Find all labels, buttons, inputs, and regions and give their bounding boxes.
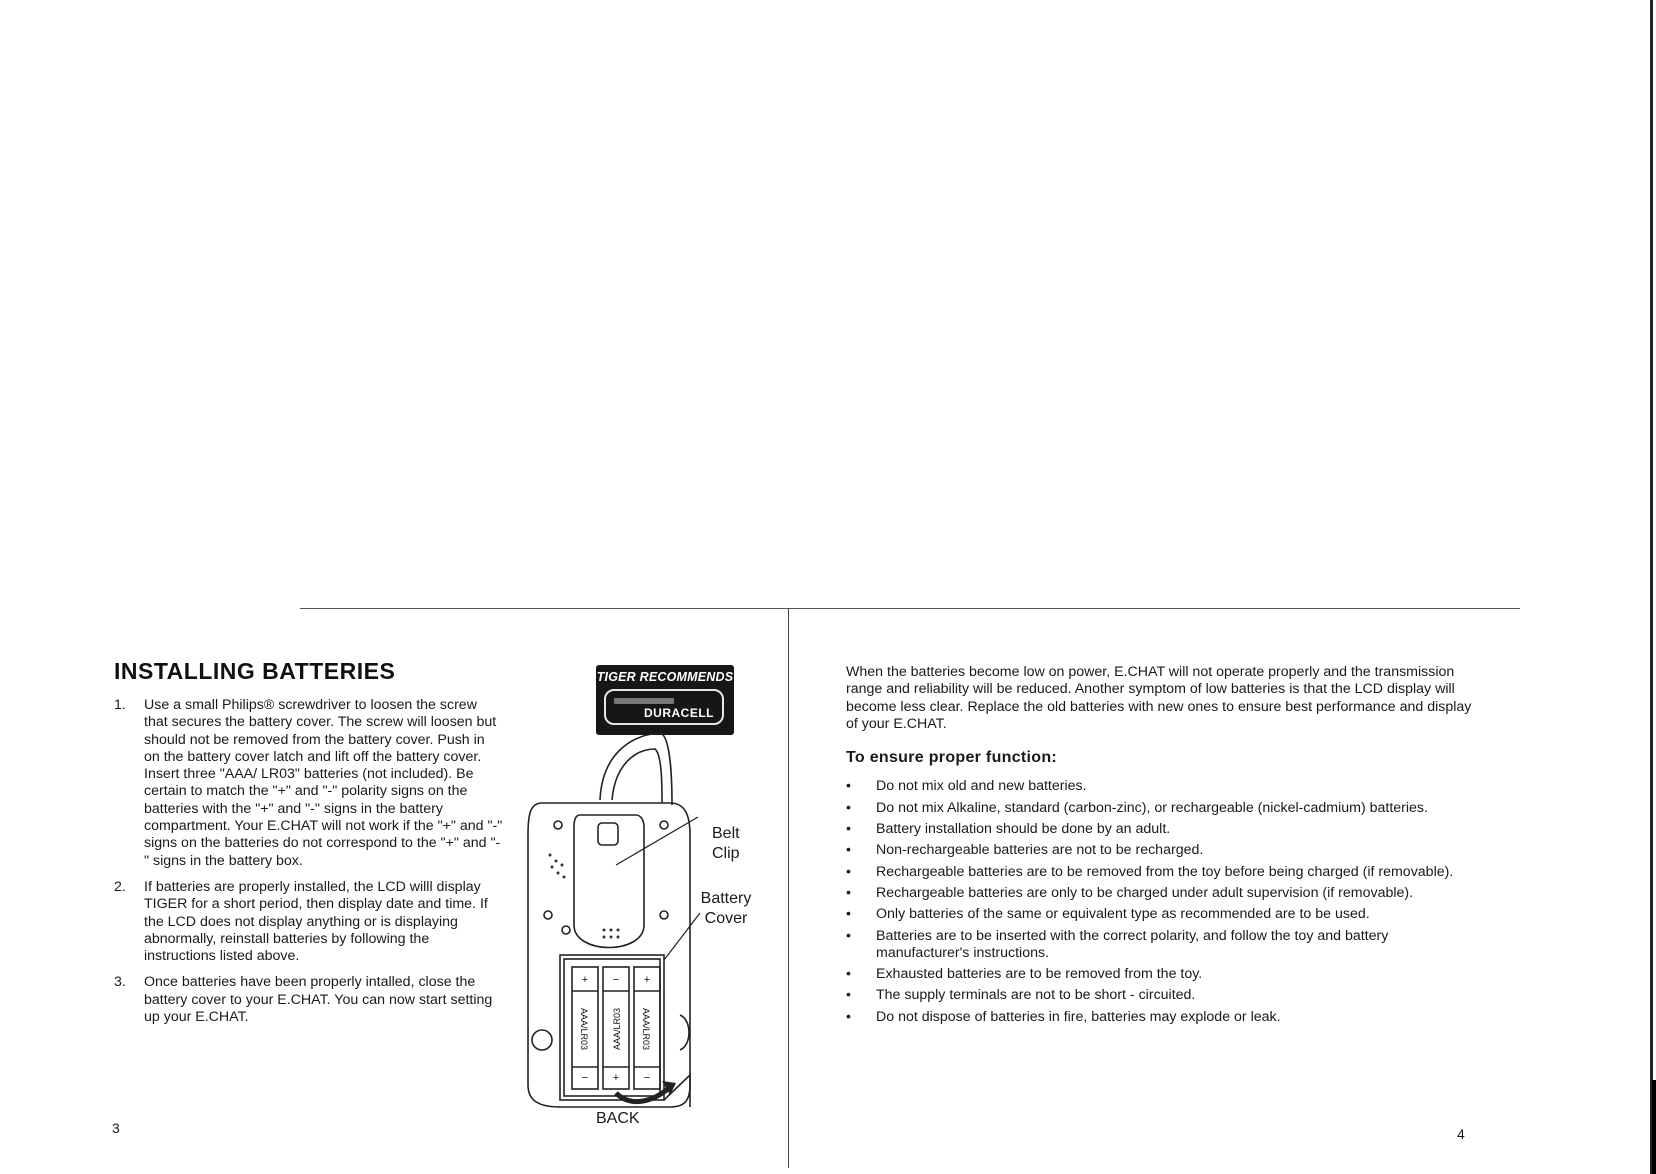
- step-text: If batteries are properly installed, the LCD willl display TIGER for a short period, then display date and time. If the LCD does not display anything or is displaying abnormally, reinstall batteries by following the instructions listed above.: [144, 878, 488, 965]
- duracell-stripe: [614, 698, 674, 704]
- list-item: • Non-rechargeable batteries are not to be recharged.: [846, 842, 1476, 859]
- battery-2-label: AAA/LR03: [612, 1007, 622, 1051]
- step-item: [114, 879, 504, 965]
- step-text: Use a small Philips® screwdriver to loosen the screw that secures the battery cover. The screw will loosen but should not be removed from the battery cover. Push in on the battery cover latch and lift off the battery cover. Insert three "AAA/ LR03" batteries (not included). Be certain to match the "+" and "-" polarity signs on the batteries with the "+" and "-" signs in the battery compartment. Your E.CHAT will not work if the "+" and "-" signs on the batteries do not correspond to the "+" and "-" signs in the battery box.: [144, 697, 503, 869]
- step-number: 3.: [114, 974, 126, 991]
- page-number-left: 3: [112, 1120, 120, 1136]
- intro-paragraph: When the batteries become low on power, E.CHAT will not operate properly and the transmission range and reliability will be reduced. Another symptom of low batteries is that the LCD display will become less clear. Replace the old batteries with new ones to ensure best performance and display of your E.CHAT.: [846, 664, 1472, 732]
- list-item: • Rechargeable batteries are to be removed from the toy before being charged (if removable).: [846, 864, 1476, 881]
- list-item: • Exhausted batteries are to be removed from the toy.: [846, 966, 1476, 983]
- battery-warnings-list: [846, 778, 1476, 1026]
- list-item: • Do not mix old and new batteries.: [846, 778, 1476, 795]
- step-number: 1.: [114, 697, 126, 713]
- battery-3-plus: +: [643, 974, 651, 986]
- back-label: BACK: [596, 1110, 640, 1127]
- battery-2-plus: +: [612, 1072, 620, 1084]
- battery-2-minus: −: [612, 974, 620, 986]
- duracell-label: DURACELL: [644, 706, 714, 720]
- step-number: 2.: [114, 878, 126, 895]
- battery-3-minus: −: [643, 1072, 651, 1084]
- list-item: • Do not mix Alkaline, standard (carbon-zinc), or rechargeable (nickel-cadmium) batteries.: [846, 800, 1476, 817]
- scan-edge-dark: [1652, 1080, 1656, 1174]
- step-item: [114, 697, 504, 870]
- battery-1-label: AAA/LR03: [579, 1007, 589, 1051]
- list-item: • Battery installation should be done by an adult.: [846, 821, 1476, 838]
- battery-1-minus: −: [581, 1072, 589, 1084]
- step-item: [114, 974, 504, 1026]
- list-item: • Do not dispose of batteries in fire, batteries may explode or leak.: [846, 1009, 1476, 1026]
- list-item: • Batteries are to be inserted with the correct polarity, and follow the toy and battery manufacturer's instructions.: [846, 928, 1476, 963]
- right-page-text: [846, 664, 1476, 1030]
- page-fold-line: [788, 608, 789, 1168]
- battery-3-label: AAA/LR03: [641, 1007, 651, 1051]
- list-item: • Rechargeable batteries are only to be charged under adult supervision (if removable).: [846, 885, 1476, 902]
- battery-1-plus: +: [581, 974, 589, 986]
- install-steps: [114, 697, 504, 1035]
- list-item: • Only batteries of the same or equivalent type as recommended are to be used.: [846, 906, 1476, 923]
- scan-edge: [1650, 0, 1653, 1174]
- page-number-right: 4: [1457, 1126, 1465, 1142]
- belt-clip-label: Belt Clip: [712, 825, 740, 862]
- section-heading: INSTALLING BATTERIES: [114, 658, 396, 684]
- list-item: • The supply terminals are not to be short - circuited.: [846, 987, 1476, 1004]
- badge-title: TIGER RECOMMENDS: [596, 670, 734, 684]
- top-rule: [300, 608, 1520, 609]
- function-subheading: To ensure proper function:: [846, 749, 1058, 767]
- step-text: Once batteries have been properly intalled, close the battery cover to your E.CHAT. You can now start setting up your E.CHAT.: [144, 974, 493, 1026]
- battery-cover-label: Battery Cover: [700, 890, 752, 927]
